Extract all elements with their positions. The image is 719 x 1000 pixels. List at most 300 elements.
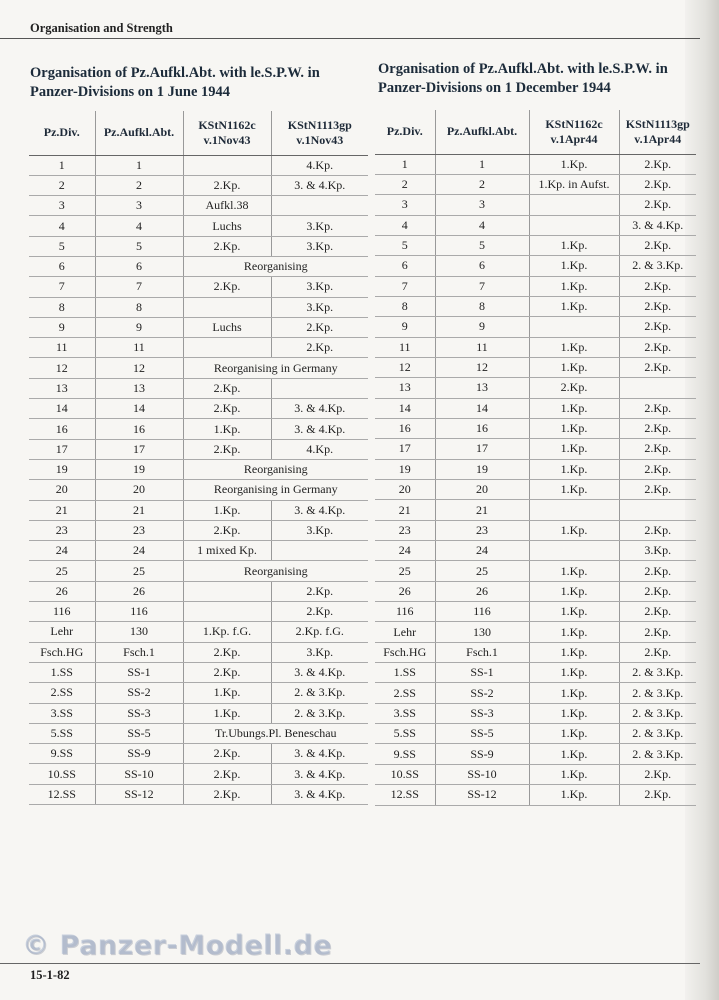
- cell-status-span: Reorganising: [183, 256, 368, 276]
- cell-kstn1113gp: 2.Kp.: [619, 317, 696, 337]
- cell-kstn1113gp: 3. & 4.Kp.: [619, 215, 696, 235]
- cell-aufkl-abt: 16: [435, 418, 529, 438]
- cell-kstn1113gp: 3. & 4.Kp.: [271, 175, 368, 195]
- watermark: © Panzer-Modell.de: [22, 930, 332, 961]
- cell-pz-div: 8: [29, 297, 95, 317]
- cell-kstn1162c: 1.Kp.: [529, 459, 619, 479]
- col-header-aufkl-abt: Pz.Aufkl.Abt.: [95, 111, 183, 155]
- cell-kstn1113gp: 4.Kp.: [271, 155, 368, 175]
- table-row: [375, 520, 696, 540]
- december-1944-table: [375, 110, 696, 806]
- cell-aufkl-abt: 21: [95, 500, 183, 520]
- cell-kstn1162c: 2.Kp.: [183, 378, 271, 398]
- cell-kstn1113gp: 3.Kp.: [271, 297, 368, 317]
- cell-aufkl-abt: Fsch.1: [435, 642, 529, 662]
- cell-aufkl-abt: 1: [435, 154, 529, 174]
- cell-aufkl-abt: 6: [95, 256, 183, 276]
- cell-pz-div: 5: [375, 235, 435, 255]
- cell-kstn1113gp: 2.Kp.: [619, 296, 696, 316]
- cell-kstn1162c: 2.Kp.: [183, 520, 271, 540]
- cell-kstn1162c: 1.Kp.: [529, 357, 619, 377]
- cell-pz-div: 116: [29, 602, 95, 622]
- cell-pz-div: 25: [375, 561, 435, 581]
- cell-aufkl-abt: 2: [95, 175, 183, 195]
- cell-kstn1113gp: 2.Kp.: [619, 337, 696, 357]
- cell-aufkl-abt: 14: [95, 399, 183, 419]
- table-row: [375, 215, 696, 235]
- table-row: [375, 541, 696, 561]
- cell-kstn1162c: 1.Kp.: [529, 398, 619, 418]
- table-row: [29, 216, 368, 236]
- table-row: [29, 642, 368, 662]
- cell-pz-div: 6: [29, 256, 95, 276]
- cell-kstn1113gp: 2.Kp.: [619, 480, 696, 500]
- table-row: [29, 602, 368, 622]
- cell-pz-div: 3.SS: [375, 703, 435, 723]
- cell-aufkl-abt: SS-1: [95, 662, 183, 682]
- cell-aufkl-abt: 13: [95, 378, 183, 398]
- table-row: [29, 338, 368, 358]
- cell-aufkl-abt: 8: [435, 296, 529, 316]
- cell-pz-div: 10.SS: [375, 764, 435, 784]
- cell-pz-div: 13: [29, 378, 95, 398]
- cell-kstn1162c: 1.Kp.: [529, 520, 619, 540]
- cell-kstn1113gp: 2.Kp.: [619, 398, 696, 418]
- cell-kstn1162c: 1.Kp.: [529, 235, 619, 255]
- cell-kstn1113gp: 2.Kp.: [619, 418, 696, 438]
- table-row: [375, 642, 696, 662]
- footer-rule: [0, 963, 700, 964]
- cell-pz-div: Lehr: [29, 622, 95, 642]
- cell-kstn1162c: 1.Kp.: [529, 296, 619, 316]
- cell-pz-div: 21: [29, 500, 95, 520]
- cell-kstn1113gp: 3. & 4.Kp.: [271, 662, 368, 682]
- cell-pz-div: 3: [375, 195, 435, 215]
- cell-pz-div: 16: [375, 418, 435, 438]
- cell-kstn1162c: 1.Kp.: [183, 419, 271, 439]
- cell-kstn1162c: [529, 317, 619, 337]
- cell-kstn1113gp: 2.Kp.: [619, 642, 696, 662]
- cell-aufkl-abt: 11: [95, 338, 183, 358]
- cell-kstn1162c: 2.Kp.: [183, 744, 271, 764]
- cell-kstn1162c: 1 mixed Kp.: [183, 541, 271, 561]
- table-row: [375, 744, 696, 764]
- cell-pz-div: 14: [29, 399, 95, 419]
- table-row: [375, 337, 696, 357]
- cell-kstn1162c: [529, 500, 619, 520]
- table-row: [29, 439, 368, 459]
- cell-pz-div: 12.SS: [375, 785, 435, 805]
- cell-kstn1113gp: 3. & 4.Kp.: [271, 784, 368, 804]
- cell-kstn1162c: Luchs: [183, 216, 271, 236]
- table-row: [375, 276, 696, 296]
- cell-kstn1162c: 1.Kp.: [529, 256, 619, 276]
- cell-kstn1162c: 1.Kp.: [529, 337, 619, 357]
- cell-kstn1162c: 2.Kp.: [183, 236, 271, 256]
- cell-aufkl-abt: 24: [95, 541, 183, 561]
- cell-kstn1162c: Aufkl.38: [183, 196, 271, 216]
- cell-aufkl-abt: 23: [435, 520, 529, 540]
- cell-kstn1162c: 2.Kp.: [183, 662, 271, 682]
- table-row: [375, 785, 696, 805]
- table-row: [375, 561, 696, 581]
- table-row: [375, 703, 696, 723]
- cell-aufkl-abt: SS-10: [435, 764, 529, 784]
- cell-kstn1162c: 1.Kp.: [529, 642, 619, 662]
- cell-aufkl-abt: 7: [435, 276, 529, 296]
- table-row: [375, 459, 696, 479]
- cell-kstn1113gp: 3.Kp.: [619, 541, 696, 561]
- cell-pz-div: 1.SS: [29, 662, 95, 682]
- cell-kstn1162c: [529, 541, 619, 561]
- cell-kstn1113gp: 3.Kp.: [271, 642, 368, 662]
- cell-aufkl-abt: 24: [435, 541, 529, 561]
- table-row: [29, 459, 368, 479]
- table-row: [29, 196, 368, 216]
- table-row: [375, 256, 696, 276]
- cell-pz-div: 7: [29, 277, 95, 297]
- table-row: [29, 236, 368, 256]
- table-row: [29, 399, 368, 419]
- cell-status-span: Reorganising: [183, 459, 368, 479]
- cell-aufkl-abt: 8: [95, 297, 183, 317]
- cell-kstn1162c: [529, 215, 619, 235]
- cell-pz-div: 2.SS: [29, 683, 95, 703]
- june-1944-table: [29, 111, 368, 805]
- cell-pz-div: 11: [29, 338, 95, 358]
- table-row: [29, 541, 368, 561]
- table-row: [29, 744, 368, 764]
- cell-aufkl-abt: SS-5: [95, 723, 183, 743]
- table-row: [375, 418, 696, 438]
- cell-aufkl-abt: 20: [435, 480, 529, 500]
- cell-pz-div: 23: [375, 520, 435, 540]
- cell-aufkl-abt: 13: [435, 378, 529, 398]
- cell-pz-div: 1: [29, 155, 95, 175]
- table-row: [375, 622, 696, 642]
- cell-kstn1113gp: 3.Kp.: [271, 277, 368, 297]
- cell-kstn1162c: [529, 195, 619, 215]
- table-row: [375, 663, 696, 683]
- cell-aufkl-abt: 26: [95, 581, 183, 601]
- cell-aufkl-abt: SS-12: [435, 785, 529, 805]
- table-row: [375, 500, 696, 520]
- table-row: [29, 419, 368, 439]
- cell-status-span: Reorganising: [183, 561, 368, 581]
- cell-aufkl-abt: 7: [95, 277, 183, 297]
- cell-aufkl-abt: 12: [95, 358, 183, 378]
- cell-kstn1162c: 1.Kp.: [529, 663, 619, 683]
- table-row: [29, 662, 368, 682]
- cell-kstn1113gp: 2.Kp.: [619, 357, 696, 377]
- table-header-row: [29, 111, 368, 155]
- cell-aufkl-abt: 21: [435, 500, 529, 520]
- cell-aufkl-abt: 1: [95, 155, 183, 175]
- cell-pz-div: 26: [375, 581, 435, 601]
- cell-aufkl-abt: 5: [435, 235, 529, 255]
- cell-kstn1113gp: 2.Kp.: [271, 602, 368, 622]
- table-row: [375, 724, 696, 744]
- cell-pz-div: 7: [375, 276, 435, 296]
- cell-kstn1162c: 1.Kp.: [529, 418, 619, 438]
- cell-kstn1162c: 1.Kp.: [529, 622, 619, 642]
- cell-aufkl-abt: SS-5: [435, 724, 529, 744]
- cell-kstn1113gp: 3.Kp.: [271, 236, 368, 256]
- cell-kstn1113gp: 3. & 4.Kp.: [271, 764, 368, 784]
- cell-kstn1113gp: 2.Kp. f.G.: [271, 622, 368, 642]
- cell-kstn1113gp: [271, 378, 368, 398]
- cell-kstn1113gp: 2.Kp.: [619, 520, 696, 540]
- cell-aufkl-abt: 5: [95, 236, 183, 256]
- cell-kstn1162c: [183, 602, 271, 622]
- cell-pz-div: 19: [375, 459, 435, 479]
- cell-kstn1113gp: 3. & 4.Kp.: [271, 419, 368, 439]
- table-row: [29, 581, 368, 601]
- cell-pz-div: 21: [375, 500, 435, 520]
- cell-pz-div: 26: [29, 581, 95, 601]
- cell-kstn1113gp: 2. & 3.Kp.: [271, 683, 368, 703]
- cell-aufkl-abt: 4: [95, 216, 183, 236]
- cell-pz-div: 19: [29, 459, 95, 479]
- cell-kstn1113gp: [619, 378, 696, 398]
- cell-aufkl-abt: 6: [435, 256, 529, 276]
- cell-pz-div: 3: [29, 196, 95, 216]
- table-row: [375, 174, 696, 194]
- table-row: [29, 480, 368, 500]
- cell-aufkl-abt: 17: [95, 439, 183, 459]
- cell-pz-div: 12: [29, 358, 95, 378]
- table-row: [375, 764, 696, 784]
- cell-kstn1162c: 2.Kp.: [183, 764, 271, 784]
- col-header-kstn1162c: KStN1162c v.1Apr44: [529, 110, 619, 154]
- cell-pz-div: 24: [29, 541, 95, 561]
- cell-kstn1162c: 1.Kp.: [529, 744, 619, 764]
- cell-aufkl-abt: 2: [435, 174, 529, 194]
- cell-kstn1162c: 1.Kp.: [183, 703, 271, 723]
- cell-kstn1162c: 1.Kp.: [529, 581, 619, 601]
- cell-kstn1113gp: [271, 196, 368, 216]
- cell-pz-div: 16: [29, 419, 95, 439]
- cell-kstn1162c: Luchs: [183, 317, 271, 337]
- cell-pz-div: 116: [375, 602, 435, 622]
- cell-aufkl-abt: SS-1: [435, 663, 529, 683]
- cell-pz-div: 4: [375, 215, 435, 235]
- col-header-kstn1113gp: KStN1113gp v.1Nov43: [271, 111, 368, 155]
- cell-kstn1113gp: 3.Kp.: [271, 520, 368, 540]
- cell-kstn1162c: 1.Kp.: [529, 154, 619, 174]
- cell-aufkl-abt: SS-2: [435, 683, 529, 703]
- cell-aufkl-abt: 19: [435, 459, 529, 479]
- cell-aufkl-abt: 12: [435, 357, 529, 377]
- cell-kstn1162c: 1.Kp. f.G.: [183, 622, 271, 642]
- table-row: [29, 297, 368, 317]
- cell-status-span: Reorganising in Germany: [183, 480, 368, 500]
- cell-kstn1113gp: 2. & 3.Kp.: [271, 703, 368, 723]
- table-row: [29, 500, 368, 520]
- table-row: [375, 235, 696, 255]
- table-row: [29, 277, 368, 297]
- cell-aufkl-abt: 25: [95, 561, 183, 581]
- cell-kstn1162c: 1.Kp.: [529, 785, 619, 805]
- cell-kstn1113gp: 2.Kp.: [271, 581, 368, 601]
- cell-aufkl-abt: 14: [435, 398, 529, 418]
- cell-kstn1162c: 1.Kp.: [529, 703, 619, 723]
- page-number: 15-1-82: [30, 968, 70, 982]
- cell-kstn1113gp: 2. & 3.Kp.: [619, 744, 696, 764]
- table-row: [29, 622, 368, 642]
- cell-kstn1162c: [183, 297, 271, 317]
- cell-aufkl-abt: 130: [435, 622, 529, 642]
- running-head: Organisation and Strength: [30, 21, 173, 35]
- cell-kstn1113gp: 2.Kp.: [619, 785, 696, 805]
- cell-aufkl-abt: 116: [95, 602, 183, 622]
- cell-pz-div: 9.SS: [375, 744, 435, 764]
- cell-aufkl-abt: 11: [435, 337, 529, 357]
- cell-pz-div: 24: [375, 541, 435, 561]
- table-row: [375, 378, 696, 398]
- cell-kstn1162c: 2.Kp.: [183, 399, 271, 419]
- cell-pz-div: Fsch.HG: [29, 642, 95, 662]
- cell-aufkl-abt: 26: [435, 581, 529, 601]
- cell-aufkl-abt: 17: [435, 439, 529, 459]
- cell-pz-div: 14: [375, 398, 435, 418]
- cell-kstn1113gp: [271, 541, 368, 561]
- cell-kstn1113gp: 2.Kp.: [619, 195, 696, 215]
- cell-pz-div: 17: [375, 439, 435, 459]
- col-header-kstn1113gp: KStN1113gp v.1Apr44: [619, 110, 696, 154]
- cell-kstn1113gp: 2. & 3.Kp.: [619, 683, 696, 703]
- cell-kstn1162c: 1.Kp.: [529, 480, 619, 500]
- table-row: [375, 581, 696, 601]
- cell-kstn1162c: 1.Kp.: [529, 561, 619, 581]
- cell-kstn1162c: 1.Kp.: [529, 602, 619, 622]
- cell-aufkl-abt: 23: [95, 520, 183, 540]
- table-row: [29, 561, 368, 581]
- cell-aufkl-abt: Fsch.1: [95, 642, 183, 662]
- cell-kstn1162c: 1.Kp.: [529, 683, 619, 703]
- table-row: [375, 317, 696, 337]
- cell-aufkl-abt: 25: [435, 561, 529, 581]
- table-row: [29, 764, 368, 784]
- cell-kstn1113gp: 3.Kp.: [271, 216, 368, 236]
- table-row: [29, 317, 368, 337]
- table-row: [29, 703, 368, 723]
- table-row: [29, 358, 368, 378]
- right-table-title: Organisation of Pz.Aufkl.Abt. with le.S.P.W. in Panzer-Divisions on 1 December 1944: [378, 61, 668, 96]
- cell-pz-div: 6: [375, 256, 435, 276]
- table-row: [29, 256, 368, 276]
- cell-pz-div: 20: [375, 480, 435, 500]
- cell-kstn1113gp: 2. & 3.Kp.: [619, 703, 696, 723]
- cell-aufkl-abt: 9: [95, 317, 183, 337]
- table-row: [375, 439, 696, 459]
- cell-pz-div: 9: [375, 317, 435, 337]
- cell-kstn1162c: 1.Kp.: [183, 683, 271, 703]
- table-row: [29, 723, 368, 743]
- cell-kstn1113gp: 2.Kp.: [619, 174, 696, 194]
- cell-kstn1162c: 1.Kp.: [529, 276, 619, 296]
- table-row: [29, 520, 368, 540]
- cell-kstn1113gp: 2.Kp.: [619, 276, 696, 296]
- table-row: [375, 480, 696, 500]
- cell-pz-div: 9: [29, 317, 95, 337]
- cell-kstn1162c: 2.Kp.: [183, 439, 271, 459]
- cell-pz-div: 23: [29, 520, 95, 540]
- cell-pz-div: 5: [29, 236, 95, 256]
- table-row: [375, 154, 696, 174]
- cell-pz-div: 25: [29, 561, 95, 581]
- cell-kstn1162c: 2.Kp.: [183, 277, 271, 297]
- cell-aufkl-abt: SS-12: [95, 784, 183, 804]
- cell-kstn1162c: 1.Kp.: [183, 500, 271, 520]
- cell-kstn1113gp: 2.Kp.: [619, 439, 696, 459]
- cell-aufkl-abt: 3: [95, 196, 183, 216]
- table-row: [375, 357, 696, 377]
- cell-aufkl-abt: SS-9: [435, 744, 529, 764]
- header-rule: [0, 38, 700, 39]
- cell-kstn1162c: [183, 338, 271, 358]
- cell-kstn1113gp: 2. & 3.Kp.: [619, 663, 696, 683]
- cell-kstn1162c: [183, 581, 271, 601]
- table-row: [29, 155, 368, 175]
- cell-status-span: Reorganising in Germany: [183, 358, 368, 378]
- cell-aufkl-abt: 19: [95, 459, 183, 479]
- cell-aufkl-abt: SS-9: [95, 744, 183, 764]
- cell-pz-div: 1.SS: [375, 663, 435, 683]
- cell-kstn1113gp: 2.Kp.: [271, 317, 368, 337]
- col-header-pz-div: Pz.Div.: [29, 111, 95, 155]
- cell-pz-div: 10.SS: [29, 764, 95, 784]
- cell-kstn1113gp: 2.Kp.: [619, 235, 696, 255]
- cell-kstn1113gp: 2.Kp.: [271, 338, 368, 358]
- cell-aufkl-abt: SS-3: [95, 703, 183, 723]
- cell-aufkl-abt: 9: [435, 317, 529, 337]
- cell-pz-div: 5.SS: [29, 723, 95, 743]
- cell-kstn1162c: 1.Kp. in Aufst.: [529, 174, 619, 194]
- cell-aufkl-abt: SS-3: [435, 703, 529, 723]
- left-table-title: Organisation of Pz.Aufkl.Abt. with le.S.P.W. in Panzer-Divisions on 1 June 1944: [30, 65, 320, 100]
- cell-pz-div: 17: [29, 439, 95, 459]
- cell-kstn1162c: 1.Kp.: [529, 439, 619, 459]
- cell-pz-div: Fsch.HG: [375, 642, 435, 662]
- cell-kstn1162c: 1.Kp.: [529, 764, 619, 784]
- table-row: [29, 378, 368, 398]
- cell-aufkl-abt: SS-10: [95, 764, 183, 784]
- cell-pz-div: 20: [29, 480, 95, 500]
- cell-kstn1113gp: 2.Kp.: [619, 154, 696, 174]
- cell-aufkl-abt: 20: [95, 480, 183, 500]
- cell-kstn1113gp: 2.Kp.: [619, 764, 696, 784]
- table-row: [29, 784, 368, 804]
- col-header-aufkl-abt: Pz.Aufkl.Abt.: [435, 110, 529, 154]
- cell-aufkl-abt: 3: [435, 195, 529, 215]
- cell-kstn1113gp: 3. & 4.Kp.: [271, 500, 368, 520]
- table-row: [375, 683, 696, 703]
- cell-pz-div: 3.SS: [29, 703, 95, 723]
- table-row: [375, 195, 696, 215]
- cell-kstn1113gp: [619, 500, 696, 520]
- cell-kstn1162c: 2.Kp.: [183, 642, 271, 662]
- cell-kstn1162c: 1.Kp.: [529, 724, 619, 744]
- cell-aufkl-abt: SS-2: [95, 683, 183, 703]
- cell-kstn1113gp: 2.Kp.: [619, 459, 696, 479]
- cell-kstn1113gp: 4.Kp.: [271, 439, 368, 459]
- cell-aufkl-abt: 116: [435, 602, 529, 622]
- cell-pz-div: Lehr: [375, 622, 435, 642]
- cell-kstn1113gp: 2.Kp.: [619, 581, 696, 601]
- table-row: [375, 296, 696, 316]
- cell-kstn1113gp: 2. & 3.Kp.: [619, 724, 696, 744]
